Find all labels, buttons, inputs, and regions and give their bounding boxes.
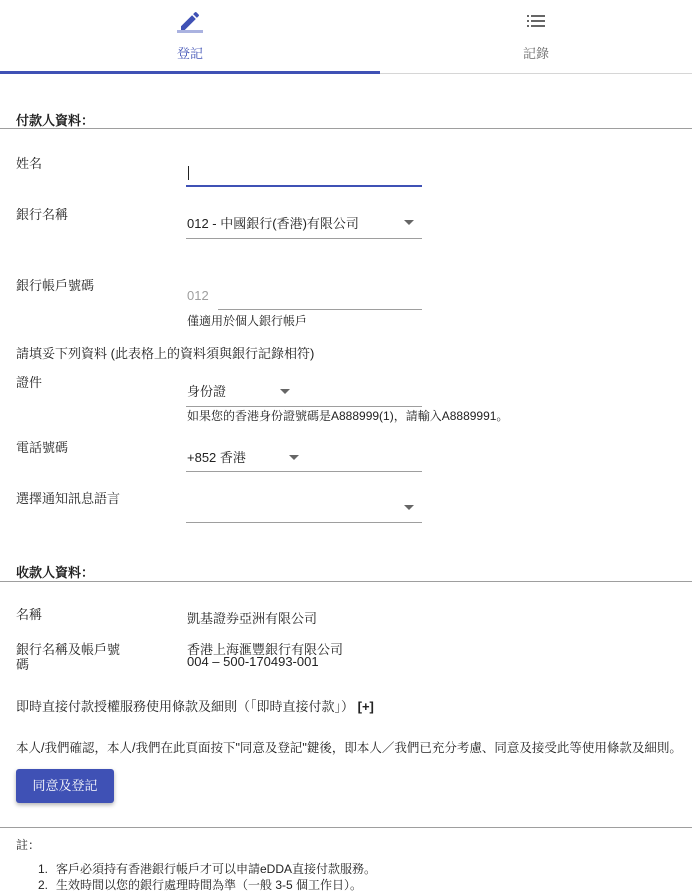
chevron-down-icon <box>289 455 299 460</box>
tab-register[interactable] <box>0 0 380 72</box>
account-input[interactable] <box>218 284 422 310</box>
account-input-underline <box>218 309 422 310</box>
language-select-underline <box>186 522 422 523</box>
payee-bank-label-cont: 碼 <box>16 657 30 672</box>
chevron-down-icon <box>404 220 414 225</box>
account-prefix: 012 <box>187 288 209 303</box>
phone-country-select[interactable] <box>186 441 422 473</box>
notes-list <box>38 861 376 893</box>
payee-bank-value: 香港上海滙豐銀行有限公司 <box>187 642 344 657</box>
language-label: 選擇通知訊息語言 <box>16 491 121 506</box>
payer-section-title: 付款人資料： <box>16 113 95 128</box>
id-label: 證件 <box>16 375 43 390</box>
name-label: 姓名 <box>16 156 43 171</box>
tab-records-label: 記錄 <box>522 46 549 61</box>
chevron-down-icon <box>280 389 290 394</box>
pencil-underline <box>177 30 203 33</box>
active-tab-indicator <box>0 71 380 74</box>
payee-section-divider <box>0 581 692 582</box>
form-instruction: 請填妥下列資料 (此表格上的資料須與銀行記錄相符) <box>16 346 315 361</box>
bank-select-underline <box>186 238 422 239</box>
tab-register-label: 登記 <box>176 46 203 61</box>
bank-select[interactable] <box>186 208 422 240</box>
id-type-value: 身份證 <box>187 384 227 399</box>
terms-row <box>16 696 374 715</box>
chevron-down-icon <box>404 505 414 510</box>
id-hint: 如果您的香港身份證號碼是A888999(1)，請輸入A8889991。 <box>187 409 509 423</box>
phone-country-value: +852 香港 <box>187 450 246 465</box>
phone-label: 電話號碼 <box>16 440 69 455</box>
tab-records[interactable] <box>380 0 692 72</box>
bank-select-value: 012 - 中國銀行(香港)有限公司 <box>187 216 359 231</box>
payee-bank-label: 銀行名稱及帳戶號 <box>16 642 121 657</box>
confirmation-text: 本人/我們確認，本人/我們在此頁面按下"同意及登記"鍵後，即本人／我們已充分考慮、同意及接受此等使用條款及細則。 <box>16 741 682 755</box>
name-input[interactable] <box>186 160 422 188</box>
tab-bar <box>0 0 692 74</box>
list-icon <box>523 9 549 33</box>
list-item: 1. 客戶必須持有香港銀行帳戶才可以申請eDDA直接付款服務。 <box>38 862 377 876</box>
bank-label: 銀行名稱 <box>16 207 69 222</box>
account-hint: 僅適用於個人銀行帳戶 <box>187 314 308 328</box>
payee-name-label: 名稱 <box>16 607 43 622</box>
account-label: 銀行帳戶號碼 <box>16 278 95 293</box>
notes-title: 註： <box>16 838 41 852</box>
language-select[interactable] <box>186 492 422 524</box>
payee-section-title: 收款人資料： <box>16 565 95 580</box>
terms-expand-link[interactable]: [+] <box>357 699 374 714</box>
text-caret <box>188 166 189 180</box>
name-input-underline <box>186 185 422 187</box>
notes-divider <box>0 827 692 828</box>
phone-country-underline <box>186 471 422 472</box>
id-type-select[interactable] <box>186 376 422 408</box>
payer-section-divider <box>0 128 692 129</box>
payee-name-value: 凱基證券亞洲有限公司 <box>187 611 318 626</box>
agree-register-button[interactable]: 同意及登記 <box>16 769 114 803</box>
payee-account-value: 004 – 500-170493-001 <box>187 654 319 669</box>
terms-text: 即時直接付款授權服務使用條款及細則（「即時直接付款」） <box>16 699 355 714</box>
list-item: 2. 生效時間以您的銀行處理時間為準（一般 3-5 個工作日）。 <box>38 878 363 892</box>
